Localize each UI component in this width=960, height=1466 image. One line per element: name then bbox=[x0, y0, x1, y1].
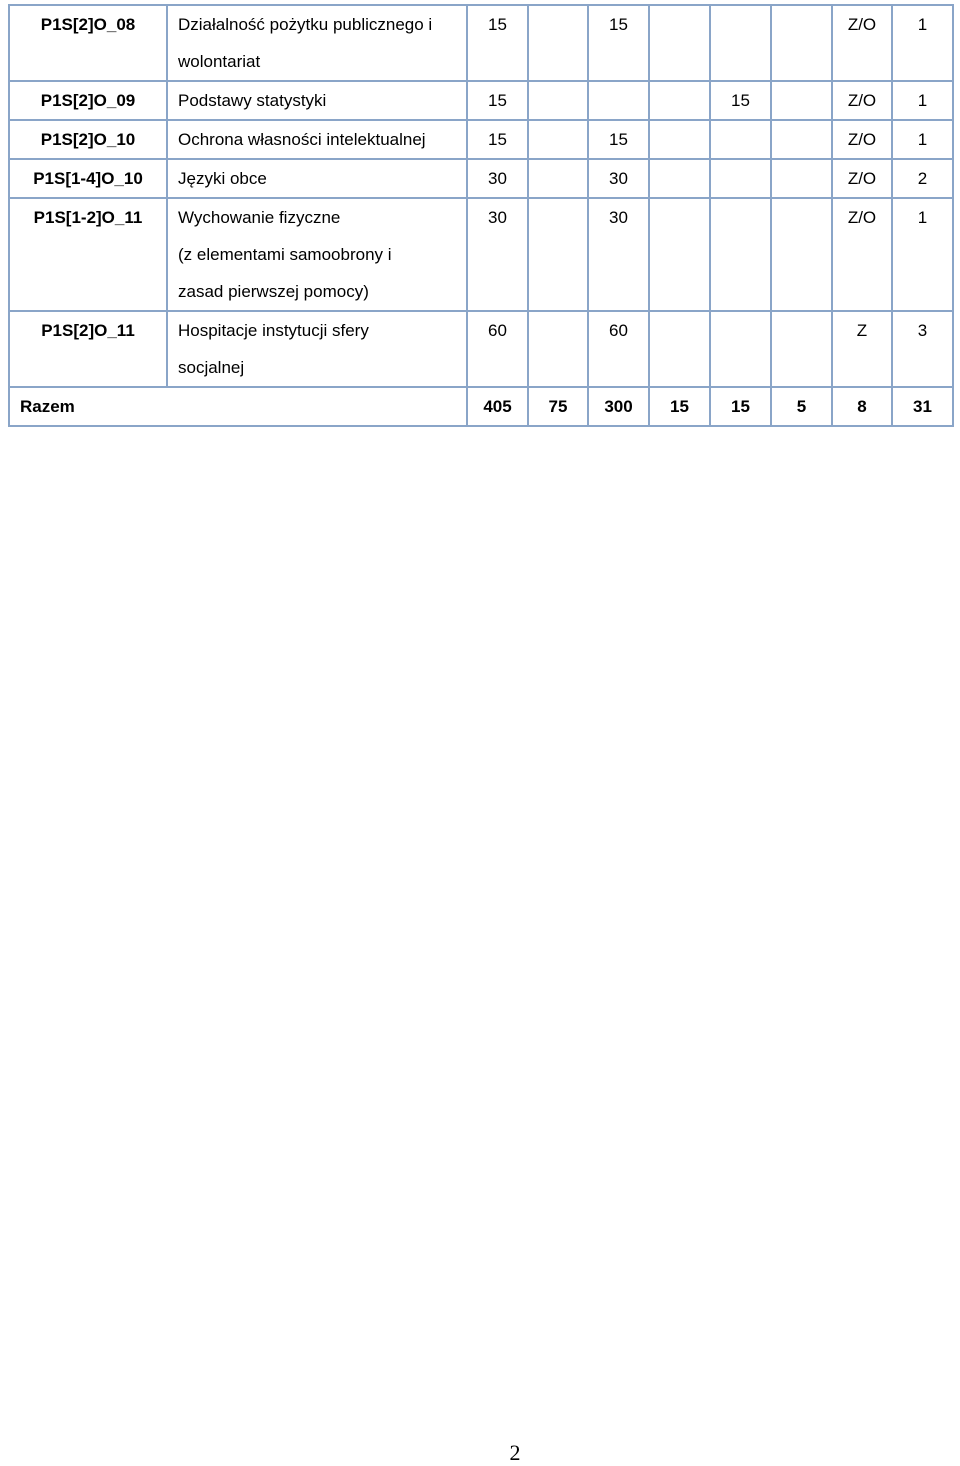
total-row bbox=[9, 387, 953, 426]
hours-cell: Z/O bbox=[832, 198, 892, 311]
hours-cell: 30 bbox=[467, 159, 528, 198]
hours-cell: 15 bbox=[588, 5, 649, 81]
course-name-line: Działalność pożytku publicznego i bbox=[178, 15, 433, 34]
hours-cell: 1 bbox=[892, 5, 953, 81]
hours-cell: 30 bbox=[467, 198, 528, 311]
hours-cell: 15 bbox=[467, 5, 528, 81]
hours-cell: 2 bbox=[892, 159, 953, 198]
hours-cell: Z/O bbox=[832, 120, 892, 159]
table-row bbox=[9, 198, 953, 311]
hours-cell bbox=[528, 120, 588, 159]
total-cell: 8 bbox=[832, 387, 892, 426]
total-cell: 15 bbox=[649, 387, 710, 426]
course-name-cell bbox=[167, 198, 467, 311]
hours-cell: 1 bbox=[892, 81, 953, 120]
course-name-cell bbox=[167, 120, 467, 159]
course-code-cell: P1S[2]O_09 bbox=[9, 81, 167, 120]
hours-cell bbox=[771, 311, 832, 387]
hours-cell bbox=[649, 198, 710, 311]
total-label: Razem bbox=[9, 387, 467, 426]
course-code-cell: P1S[2]O_08 bbox=[9, 5, 167, 81]
course-name-cell bbox=[167, 159, 467, 198]
hours-cell bbox=[771, 159, 832, 198]
total-cell: 75 bbox=[528, 387, 588, 426]
hours-cell bbox=[710, 198, 771, 311]
hours-cell bbox=[710, 5, 771, 81]
table-row bbox=[9, 159, 953, 198]
course-name-line: Podstawy statystyki bbox=[178, 91, 327, 110]
table-row bbox=[9, 311, 953, 387]
hours-cell: 15 bbox=[588, 120, 649, 159]
course-name-line: Wychowanie fizyczne bbox=[178, 208, 341, 227]
hours-cell: 30 bbox=[588, 159, 649, 198]
hours-cell bbox=[649, 120, 710, 159]
course-name-line: Hospitacje instytucji sfery bbox=[178, 321, 369, 340]
course-code-cell: P1S[2]O_11 bbox=[9, 311, 167, 387]
hours-cell: Z/O bbox=[832, 159, 892, 198]
hours-cell bbox=[528, 81, 588, 120]
hours-cell bbox=[649, 159, 710, 198]
hours-cell: 15 bbox=[467, 120, 528, 159]
hours-cell bbox=[649, 81, 710, 120]
course-name-line: Języki obce bbox=[178, 169, 267, 188]
hours-cell: 15 bbox=[710, 81, 771, 120]
hours-cell bbox=[649, 5, 710, 81]
course-code-cell: P1S[1-2]O_11 bbox=[9, 198, 167, 311]
hours-cell bbox=[588, 81, 649, 120]
hours-cell bbox=[710, 159, 771, 198]
course-name-cell bbox=[167, 81, 467, 120]
page-number: 2 bbox=[509, 1440, 521, 1465]
total-cell: 15 bbox=[710, 387, 771, 426]
hours-cell: Z/O bbox=[832, 5, 892, 81]
course-name-line: zasad pierwszej pomocy) bbox=[178, 282, 369, 301]
hours-cell: 15 bbox=[467, 81, 528, 120]
total-cell: 31 bbox=[892, 387, 953, 426]
course-name-cell bbox=[167, 311, 467, 387]
total-cell: 5 bbox=[771, 387, 832, 426]
course-code-cell: P1S[2]O_10 bbox=[9, 120, 167, 159]
hours-cell: 30 bbox=[588, 198, 649, 311]
hours-cell: 1 bbox=[892, 198, 953, 311]
hours-cell bbox=[771, 81, 832, 120]
hours-cell bbox=[710, 311, 771, 387]
hours-cell bbox=[528, 311, 588, 387]
hours-cell: Z/O bbox=[832, 81, 892, 120]
hours-cell: 60 bbox=[467, 311, 528, 387]
course-name-line: socjalnej bbox=[178, 358, 245, 377]
hours-cell bbox=[528, 198, 588, 311]
hours-cell: 1 bbox=[892, 120, 953, 159]
hours-cell: Z bbox=[832, 311, 892, 387]
course-table-body bbox=[9, 5, 953, 426]
hours-cell bbox=[649, 311, 710, 387]
table-row bbox=[9, 5, 953, 81]
hours-cell: 60 bbox=[588, 311, 649, 387]
hours-cell: 3 bbox=[892, 311, 953, 387]
course-table bbox=[8, 4, 954, 427]
course-name-line: wolontariat bbox=[178, 52, 261, 71]
course-name-line: Ochrona własności intelektualnej bbox=[178, 130, 426, 149]
hours-cell bbox=[771, 120, 832, 159]
total-cell: 405 bbox=[467, 387, 528, 426]
course-name-cell bbox=[167, 5, 467, 81]
course-code-cell: P1S[1-4]O_10 bbox=[9, 159, 167, 198]
hours-cell bbox=[771, 5, 832, 81]
hours-cell bbox=[771, 198, 832, 311]
hours-cell bbox=[528, 5, 588, 81]
table-row bbox=[9, 120, 953, 159]
course-name-line: (z elementami samoobrony i bbox=[178, 245, 392, 264]
hours-cell bbox=[528, 159, 588, 198]
hours-cell bbox=[710, 120, 771, 159]
total-cell: 300 bbox=[588, 387, 649, 426]
table-row bbox=[9, 81, 953, 120]
